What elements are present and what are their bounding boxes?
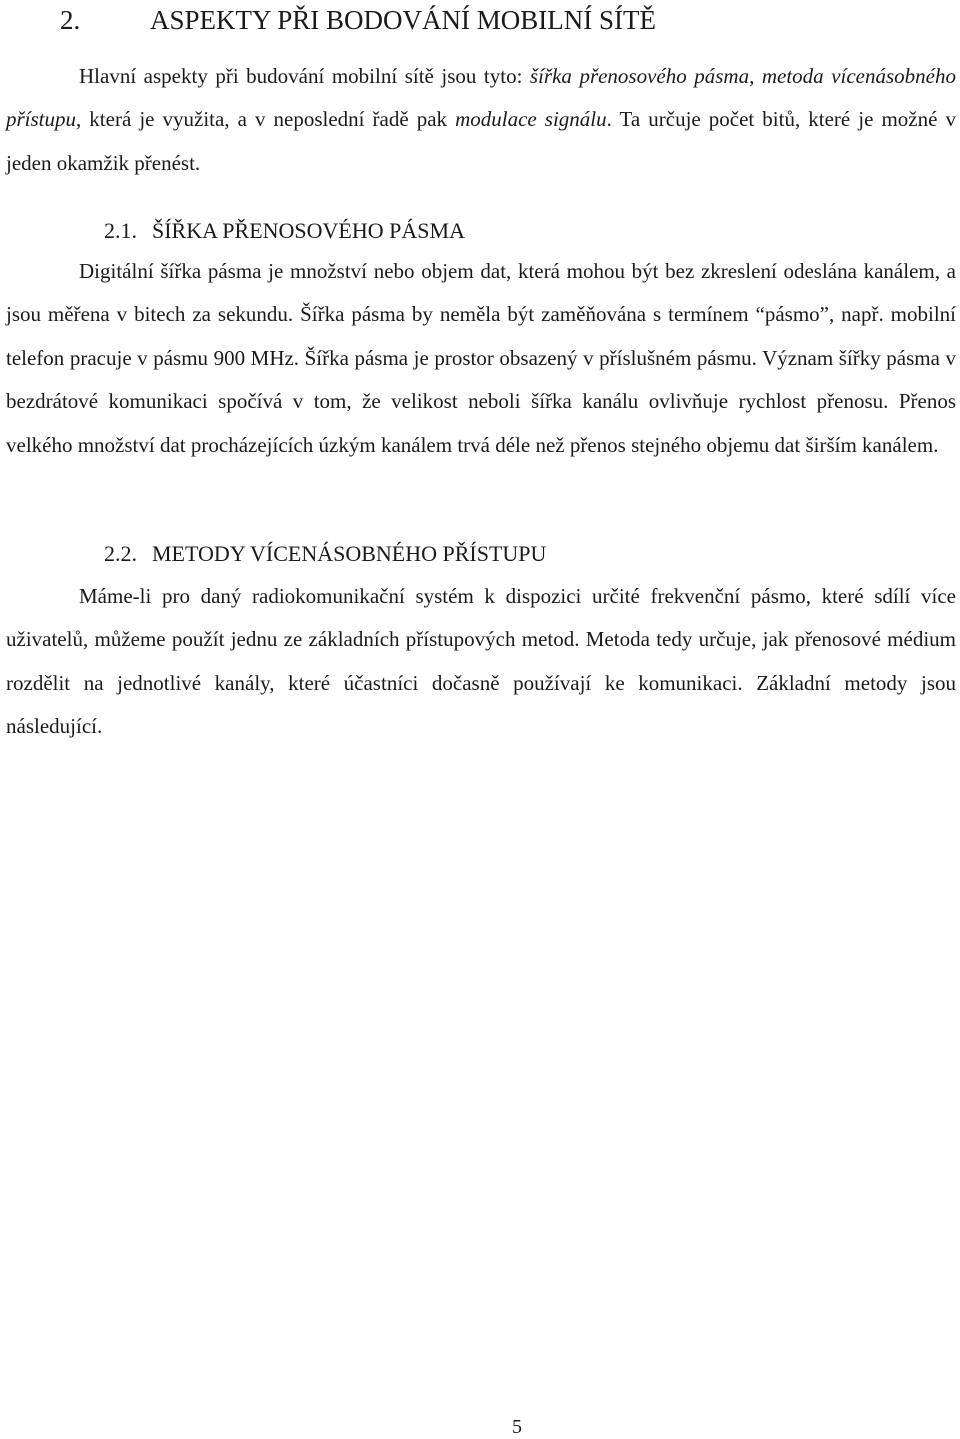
section-heading-2-2 [104,539,546,569]
page-number: 5 [512,1416,522,1438]
section-heading-2-1 [104,216,465,246]
intro-text-3: . Ta určuje počet bitů, které je možné v jeden okamžik přenést. [6,107,956,175]
intro-text-1: Hlavní aspekty při budování mobilní sítě jsou tyto: [79,64,530,88]
section-title: ŠÍŘKA PŘENOSOVÉHO PÁSMA [152,218,465,243]
chapter-number: 2. [60,5,81,35]
chapter-title: ASPEKTY PŘI BODOVÁNÍ MOBILNÍ SÍTĚ [150,5,656,35]
section-2-1-paragraph [6,250,956,467]
section-2-2-text: Máme-li pro daný radiokomunikační systém k dispozici určité frekvenční pásmo, které sdílí více uživatelů, můžeme použít jednu ze základních přístupových metod. Metoda tedy určuje, jak přenosové médium rozdělit na jednotlivé kanály, které účastníci dočasně používají ke komunikaci. Základní metody jsou následující. [6,584,956,739]
section-number: 2.1. [104,218,137,243]
section-number: 2.2. [104,541,137,566]
intro-emphasis-1: šířka přenosového pásma, metoda vícenásobného přístupu [6,64,956,132]
intro-paragraph [6,55,956,185]
section-2-1-text: Digitální šířka pásma je množství nebo objem dat, která mohou být bez zkreslení odeslána kanálem, a jsou měřena v bitech za sekundu. Šířka pásma by neměla být zaměňována s termínem “pásmo”, např. mobilní telefon pracuje v pásmu 900 MHz. Šířka pásma je prostor obsazený v příslušném pásmu. Význam šířky pásma v bezdrátové komunikaci spočívá v tom, že velikost neboli šířka kanálu ovlivňuje rychlost přenosu. Přenos velkého množství dat procházejících úzkým kanálem trvá déle než přenos stejného objemu dat širším kanálem. [6,259,956,457]
intro-emphasis-2: modulace signálu [455,107,607,132]
chapter-heading [60,2,656,38]
section-title: METODY VÍCENÁSOBNÉHO PŘÍSTUPU [152,541,547,566]
section-2-2-paragraph [6,575,956,749]
intro-text-2: , která je využita, a v neposlední řadě pak [76,107,456,132]
